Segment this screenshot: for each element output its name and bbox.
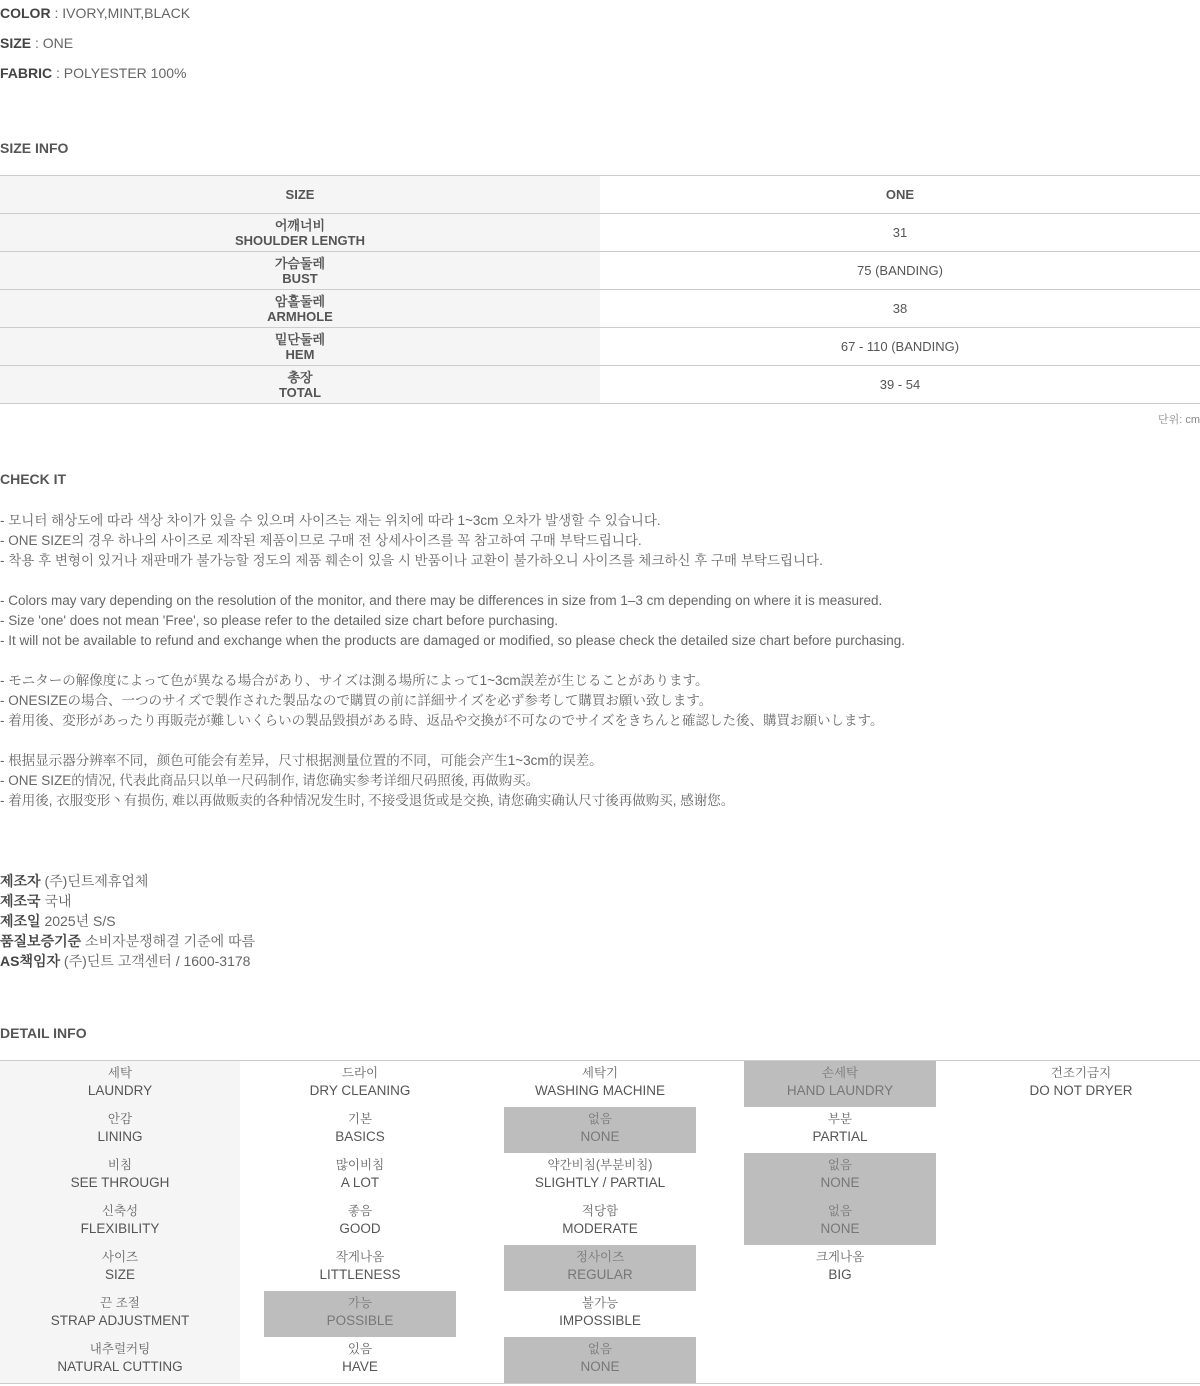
table-row [0,252,1200,290]
detail-option [264,1337,456,1383]
detail-option-selected [504,1107,696,1153]
detail-row-label [0,1153,240,1199]
detail-option-en: REGULAR [567,1267,633,1282]
detail-row [0,1199,1200,1245]
detail-option-ko: 건조기금지 [1050,1066,1112,1080]
table-row [0,214,1200,252]
detail-option-en: SLIGHTLY / PARTIAL [534,1175,666,1190]
detail-option-selected [504,1337,696,1383]
note-line: - 根据显示器分辨率不同，颜色可能会有差异，尺寸根据测量位置的不同，可能会产生1~3cm的误差。 [0,753,603,768]
maker-label: 제조자 [0,873,41,889]
maker-label: 제조일 [0,913,41,929]
detail-label-en: FLEXIBILITY [80,1221,160,1236]
spec-label: COLOR [0,5,51,21]
detail-row [0,1061,1200,1107]
detail-option-ko: 작게나옴 [335,1250,385,1264]
measure-label [0,290,600,328]
maker-label: AS책임자 [0,953,61,969]
detail-option-ko: 세탁기 [581,1066,619,1080]
detail-row-label [0,1291,240,1337]
detail-option-ko: 없음 [587,1342,613,1356]
note-line: - ONESIZEの場合、一つのサイズで製作された製品なので購買の前に詳細サイズを必ず参考して購買お願い致します。 [0,693,713,708]
note-line: - 着用後、変形があったり再販売が難しいくらいの製品毀損がある時、返品や交換が不可なのでサイズをきちんと確認した後、購買お願いします。 [0,713,884,728]
detail-option [985,1061,1177,1107]
detail-option-en: WASHING MACHINE [534,1083,665,1098]
maker-value: (주)딘트 고객센터 / 1600-3178 [60,953,251,969]
maker-line [0,911,255,931]
detail-option-ko: 정사이즈 [575,1250,625,1264]
measure-value: 38 [600,290,1200,328]
note-line: - 착용 후 변형이 있거나 재판매가 불가능할 정도의 제품 훼손이 있을 시 반품이나 교환이 불가하오니 사이즈를 체크하신 후 구매 부탁드립니다. [0,553,823,568]
maker-value: 2025년 S/S [40,913,116,929]
detail-option-en: MODERATE [562,1221,638,1236]
detail-option [504,1153,696,1199]
measure-label-en: HEM [285,346,315,362]
detail-label-en: SIZE [104,1267,135,1282]
measure-label-ko: 총장 [287,369,313,385]
detail-row [0,1291,1200,1337]
size-unit-note: 단위: cm [1157,414,1200,426]
maker-line [0,891,255,911]
detail-option [264,1245,456,1291]
detail-option-en: POSSIBLE [326,1313,394,1328]
size-header-value: ONE [600,176,1200,214]
check-it-title: CHECK IT [0,471,67,487]
detail-label-ko: 내추럴커팅 [89,1342,151,1356]
size-table-header [0,176,1200,214]
detail-option-en: BASICS [335,1129,385,1144]
detail-option [504,1061,696,1107]
spec-label: SIZE [0,35,32,51]
detail-option-selected [744,1153,936,1199]
detail-option [504,1199,696,1245]
detail-option-en: DRY CLEANING [309,1083,411,1098]
note-line: - Colors may vary depending on the resolution of the monitor, and there may be differences in size from 1–3 cm depending on where it is measured. [0,593,883,608]
detail-label-ko: 세탁 [107,1066,133,1080]
detail-option-selected [744,1199,936,1245]
note-line: - ONE SIZE的情况, 代表此商品只以单一尺码制作, 请您确实参考详细尺码照後, 再做购买。 [0,773,540,788]
measure-label-en: TOTAL [278,384,322,400]
detail-info-title: DETAIL INFO [0,1025,87,1041]
detail-option [264,1061,456,1107]
size-table [0,175,1200,404]
measure-label-ko: 밑단둘레 [274,331,326,347]
detail-option [504,1291,696,1337]
detail-option-en: GOOD [339,1221,381,1236]
spec-value: : IVORY,MINT,BLACK [50,5,191,21]
maker-line [0,951,255,971]
note-line: - 모니터 해상도에 따라 색상 차이가 있을 수 있으며 사이즈는 재는 위치에 따라 1~3cm 오차가 발생할 수 있습니다. [0,513,661,528]
detail-option [264,1107,456,1153]
spec-fabric [0,58,1200,88]
maker-value: 소비자분쟁해결 기준에 따름 [81,933,256,949]
detail-option-en: HAND LAUNDRY [786,1083,894,1098]
detail-option-ko: 약간비침(부분비침) [547,1158,653,1172]
measure-label-en: SHOULDER LENGTH [235,232,365,248]
size-info-title: SIZE INFO [0,140,69,156]
note-line: - 着用後, 衣服变形丶有损伤, 难以再做贩卖的各种情况发生时, 不接受退货或是交换, 请您确实确认尺寸後再做购买, 感谢您。 [0,793,735,808]
maker-label: 제조국 [0,893,41,909]
spec-size [0,28,1200,58]
measure-value: 67 - 110 (BANDING) [600,328,1200,366]
detail-option [744,1245,936,1291]
detail-option-ko: 적당함 [581,1204,619,1218]
note-line: - Size 'one' does not mean 'Free', so please refer to the detailed size chart before purchasing. [0,613,559,628]
detail-option-ko: 드라이 [341,1066,379,1080]
measure-label [0,366,600,404]
spec-color [0,0,1200,28]
detail-option [264,1199,456,1245]
detail-option-selected [744,1061,936,1107]
spec-value: : POLYESTER 100% [52,65,187,81]
measure-label-en: BUST [282,270,318,286]
detail-label-en: LINING [97,1129,143,1144]
note-line: - It will not be available to refund and exchange when the products are damaged or modified, so please check the detailed size chart before purchasing. [0,633,906,648]
manufacturer-info [0,871,255,971]
detail-option-ko: 부분 [827,1112,853,1126]
detail-option-en: PARTIAL [812,1129,868,1144]
measure-label [0,214,600,252]
detail-label-ko: 신축성 [101,1204,139,1218]
detail-option-ko: 기본 [347,1112,373,1126]
detail-option-ko: 없음 [827,1204,853,1218]
detail-option-selected [264,1291,456,1337]
detail-option-ko: 많이비침 [335,1158,385,1172]
detail-label-ko: 안감 [107,1112,133,1126]
spec-list [0,0,1200,88]
detail-label-en: NATURAL CUTTING [57,1359,183,1374]
note-line: - ONE SIZE의 경우 하나의 사이즈로 제작된 제품이므로 구매 전 상세사이즈를 꼭 참고하여 구매 부탁드립니다. [0,533,642,548]
detail-row-label [0,1107,240,1153]
detail-option-en: IMPOSSIBLE [559,1313,641,1328]
detail-option-selected [504,1245,696,1291]
measure-label-en: ARMHOLE [267,308,333,324]
detail-row-label [0,1337,240,1383]
detail-option-ko: 불가능 [581,1296,619,1310]
detail-option-ko: 크게나옴 [815,1250,865,1264]
table-row [0,290,1200,328]
check-it-notes [0,511,1200,811]
detail-label-en: LAUNDRY [87,1083,153,1098]
size-header-label: SIZE [0,176,600,214]
maker-label: 품질보증기준 [0,933,82,949]
detail-label-en: SEE THROUGH [70,1175,170,1190]
detail-row-label [0,1245,240,1291]
detail-row-label [0,1061,240,1107]
detail-row [0,1337,1200,1383]
measure-value: 31 [600,214,1200,252]
detail-option-ko: 가능 [347,1296,373,1310]
detail-info-grid [0,1060,1200,1384]
maker-value: 국내 [40,893,72,909]
detail-option-ko: 손세탁 [821,1066,859,1080]
detail-option-en: NONE [580,1359,620,1374]
spec-label: FABRIC [0,65,53,81]
detail-option-en: A LOT [340,1175,380,1190]
table-row [0,366,1200,404]
maker-value: (주)딘트제휴업체 [40,873,149,889]
detail-option-en: NONE [820,1175,860,1190]
detail-row [0,1107,1200,1153]
measure-value: 39 - 54 [600,366,1200,404]
detail-option-en: LITTLENESS [319,1267,401,1282]
detail-option-en: NONE [820,1221,860,1236]
detail-option-en: DO NOT DRYER [1029,1083,1133,1098]
detail-option-ko: 없음 [827,1158,853,1172]
measure-label-ko: 가슴둘레 [274,255,326,271]
note-line: - モニターの解像度によって色が異なる場合があり、サイズは測る場所によって1~3cm誤差が生じることがあります。 [0,673,709,688]
detail-row [0,1245,1200,1291]
detail-row [0,1153,1200,1199]
measure-label [0,328,600,366]
detail-row-label [0,1199,240,1245]
table-row [0,328,1200,366]
measure-label-ko: 암홀둘레 [274,293,326,309]
measure-label-ko: 어깨너비 [274,217,326,233]
detail-option [744,1107,936,1153]
detail-label-ko: 비침 [107,1158,133,1172]
detail-label-en: STRAP ADJUSTMENT [50,1313,190,1328]
detail-option-en: HAVE [342,1359,378,1374]
detail-option-en: BIG [828,1267,852,1282]
detail-option-ko: 없음 [587,1112,613,1126]
detail-option-ko: 있음 [347,1342,373,1356]
spec-value: : ONE [31,35,74,51]
detail-label-ko: 사이즈 [101,1250,139,1264]
detail-label-ko: 끈 조절 [100,1296,140,1310]
measure-label [0,252,600,290]
measure-value: 75 (BANDING) [600,252,1200,290]
maker-line [0,871,255,891]
detail-option-en: NONE [580,1129,620,1144]
detail-option [264,1153,456,1199]
detail-option-ko: 좋음 [347,1204,373,1218]
maker-line [0,931,255,951]
